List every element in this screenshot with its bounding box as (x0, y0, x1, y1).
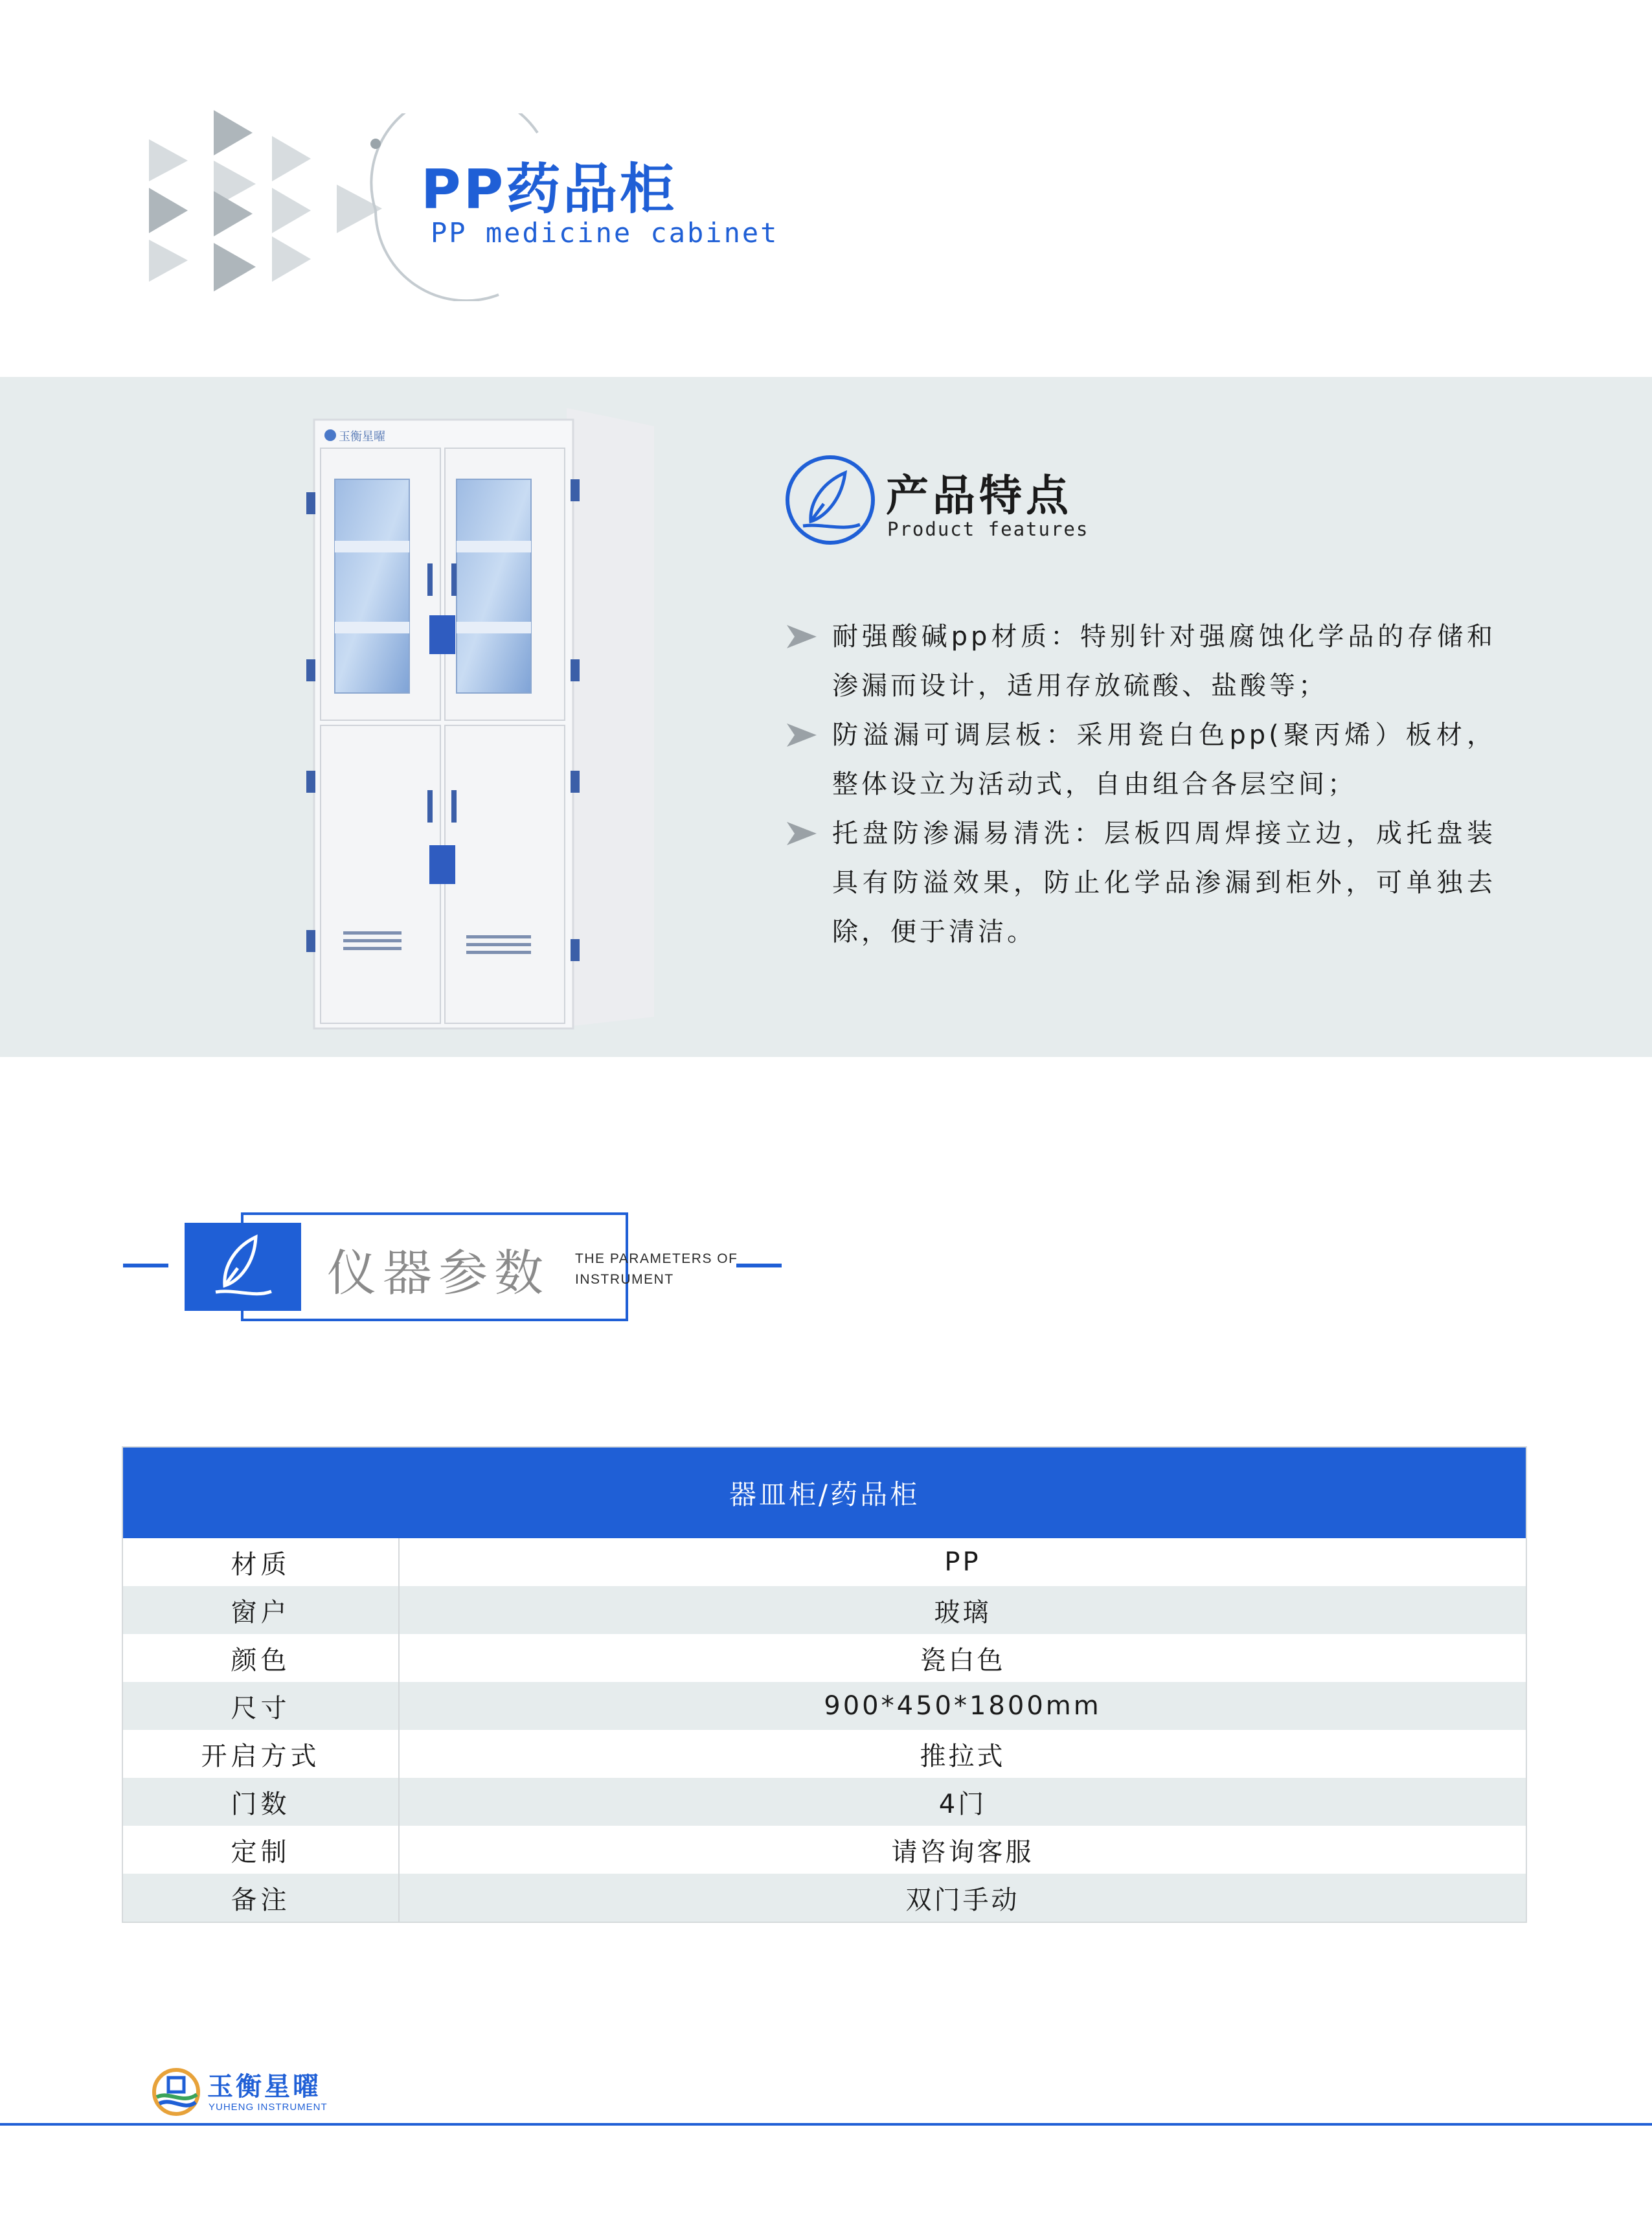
cabinet-logo-text: 玉衡星曜 (339, 430, 385, 444)
row-value: 900*450*1800mm (824, 1691, 1102, 1721)
arrow-right-icon (786, 821, 818, 846)
feather-pen-icon (784, 453, 877, 547)
row-label: 材质 (123, 1538, 400, 1586)
subtitle-line: THE PARAMETERS OF (575, 1251, 738, 1266)
brand-logo-icon (150, 2066, 202, 2118)
row-label: 门数 (123, 1778, 400, 1826)
row-value: 双门手动 (905, 1885, 1020, 1915)
features-subtitle: Product features (887, 518, 1089, 540)
row-label: 颜色 (123, 1634, 400, 1682)
cabinet-product-image (301, 408, 664, 1030)
table-row (123, 1634, 1526, 1682)
list-item (780, 612, 1496, 710)
page-title: PP药品柜 (421, 157, 677, 221)
row-value: 4门 (938, 1789, 987, 1819)
row-label: 尺寸 (123, 1682, 400, 1730)
row-value: 玻璃 (934, 1597, 991, 1628)
table-row (123, 1778, 1526, 1826)
footer-brand-subtitle: YUHENG INSTRUMENT (209, 2102, 328, 2113)
feature-text: 防溢漏可调层板：采用瓷白色pp(聚丙烯）板材，整体设立为活动式，自由组合各层空间； (832, 720, 1496, 799)
subtitle-line: INSTRUMENT (575, 1272, 674, 1287)
params-heading-subtitle (575, 1249, 743, 1290)
row-label: 备注 (123, 1874, 400, 1922)
row-label: 窗户 (123, 1586, 400, 1634)
footer-divider (0, 2123, 1652, 2126)
params-heading-icon-box (185, 1223, 301, 1311)
features-title: 产品特点 (886, 471, 1072, 521)
arrow-right-icon (786, 624, 818, 650)
heading-line-left (123, 1264, 168, 1267)
feature-list (780, 612, 1496, 957)
row-value: 瓷白色 (920, 1645, 1006, 1675)
feature-text: 托盘防渗漏易清洗：层板四周焊接立边，成托盘装具有防溢效果，防止化学品渗漏到柜外，可单独去除，便于清洁。 (832, 819, 1496, 947)
table-row (123, 1874, 1526, 1922)
list-item (780, 809, 1496, 957)
row-label: 开启方式 (123, 1730, 400, 1778)
table-header: 器皿柜/药品柜 (123, 1448, 1526, 1538)
table-row (123, 1538, 1526, 1586)
arrow-right-icon (786, 722, 818, 748)
table-row (123, 1682, 1526, 1730)
row-label: 定制 (123, 1826, 400, 1874)
page-subtitle: PP medicine cabinet (431, 217, 779, 249)
table-row (123, 1730, 1526, 1778)
footer-brand-name: 玉衡星曜 (207, 2071, 321, 2102)
table-row (123, 1586, 1526, 1634)
row-value: 推拉式 (920, 1741, 1006, 1771)
row-value: 请咨询客服 (891, 1837, 1034, 1867)
feather-pen-icon (204, 1231, 282, 1303)
list-item (780, 710, 1496, 809)
feature-text: 耐强酸碱pp材质：特别针对强腐蚀化学品的存储和渗漏而设计，适用存放硫酸、盐酸等； (832, 622, 1496, 701)
params-heading-title: 仪器参数 (327, 1244, 550, 1302)
row-value: PP (944, 1547, 981, 1577)
table-row (123, 1826, 1526, 1874)
params-table (122, 1446, 1527, 1923)
